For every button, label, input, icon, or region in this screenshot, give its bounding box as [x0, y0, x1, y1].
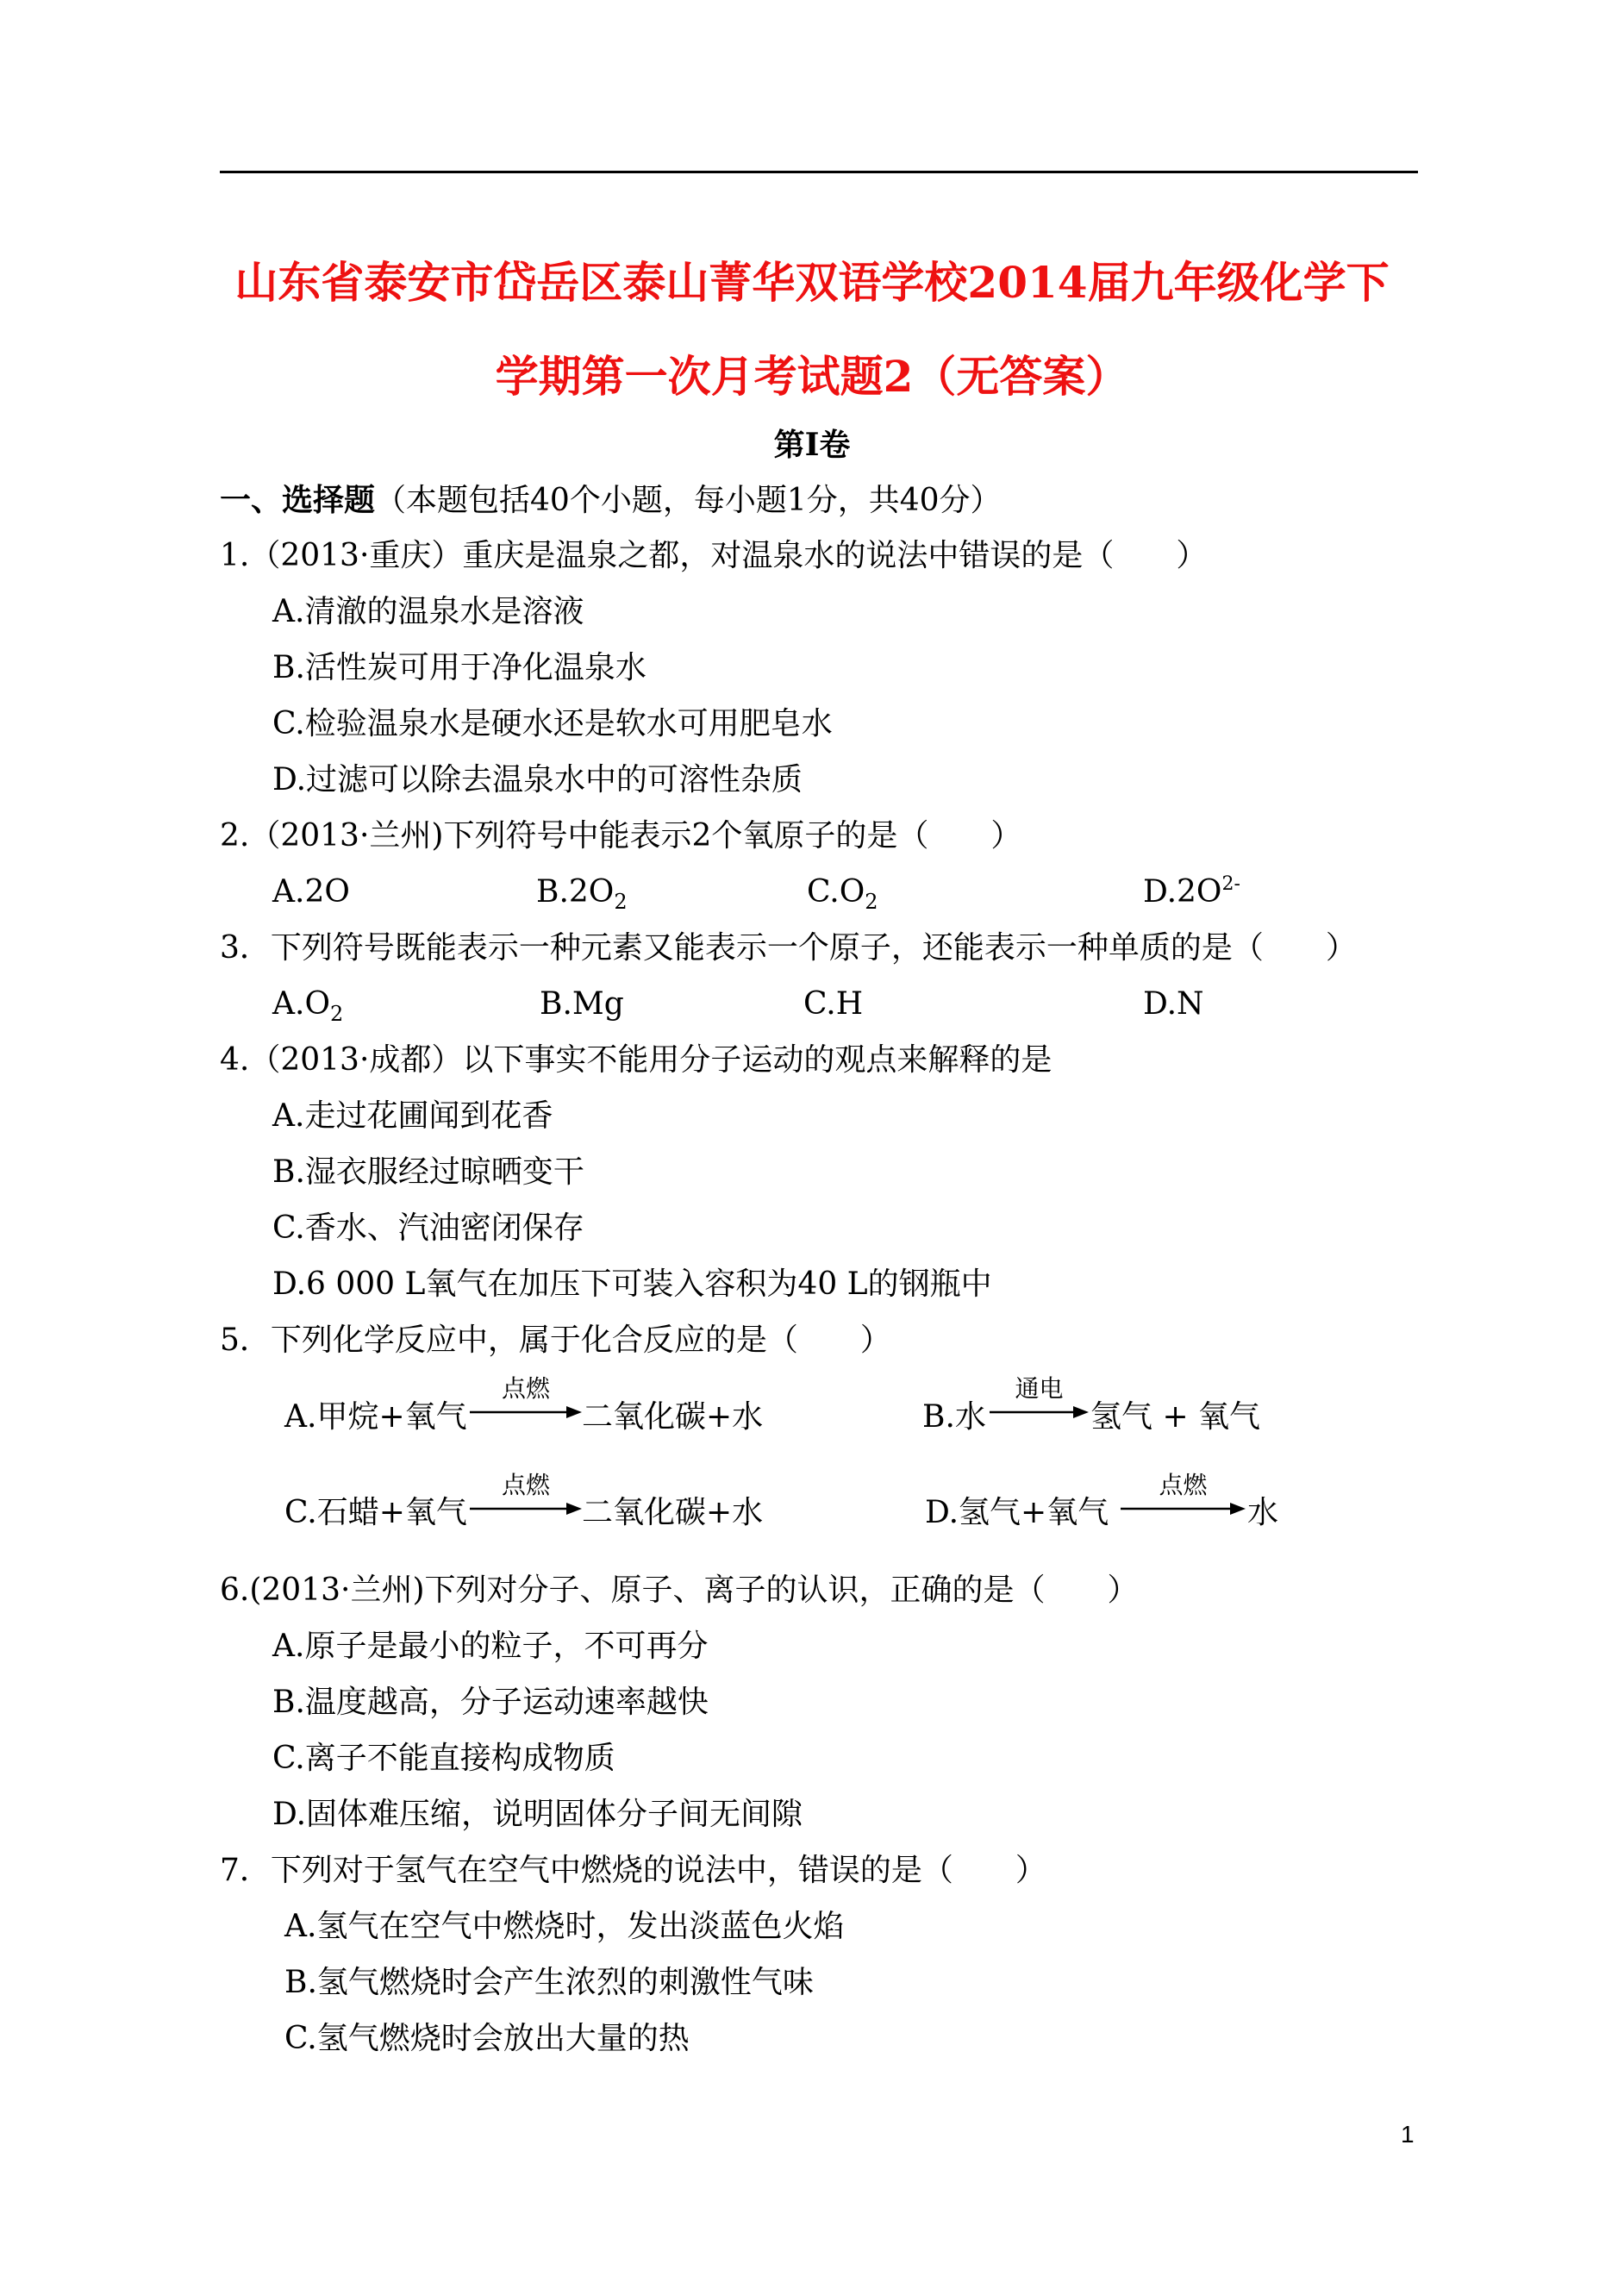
q5-option-b-products: 氢气 + 氧气: [1090, 1399, 1261, 1435]
q6-option-b: B.温度越高，分子运动速率越快: [272, 1685, 709, 1720]
q2-options: [272, 873, 1393, 914]
q4-option-c: C.香水、汽油密闭保存: [272, 1210, 584, 1246]
q5-option-b-arrow: [990, 1374, 1089, 1423]
q2-stem: 2.（2013·兰州)下列符号中能表示2个氧原子的是（ ）: [220, 818, 1022, 854]
page-number: 1: [1401, 2121, 1415, 2148]
q7-option-b: B.氢气燃烧时会产生浓烈的刺激性气味: [284, 1965, 814, 2000]
title-line-1: 山东省泰安市岱岳区泰山菁华双语学校2014届九年级化学下: [234, 257, 1390, 308]
reaction-arrow-icon: [470, 1500, 582, 1517]
q5-option-d-condition: 点燃: [1159, 1471, 1208, 1499]
q5-option-c-arrow: [470, 1471, 582, 1519]
q1-option-d: D.过滤可以除去温泉水中的可溶性杂质: [272, 762, 803, 797]
q1-stem: 1.（2013·重庆）重庆是温泉之都，对温泉水的说法中错误的是（ ）: [220, 538, 1208, 573]
q2-option-c: $C.O_2$: [807, 874, 878, 914]
section-title: 一、选择题: [220, 482, 376, 518]
q5-option-a-reactants: A.甲烷+氧气: [284, 1399, 467, 1435]
header-rule: [220, 171, 1418, 173]
section-heading: [220, 481, 1002, 520]
q5-option-d-arrow: [1121, 1471, 1246, 1519]
q3-option-c: C.H: [803, 986, 864, 1022]
q2-option-b: $B.2O_2$: [536, 874, 628, 914]
q5-option-b-reactants: B.水: [922, 1399, 986, 1435]
reaction-arrow-icon: [470, 1404, 582, 1421]
q3-option-d: D.N: [1143, 986, 1204, 1022]
volume-label: 第Ⅰ卷: [773, 427, 851, 463]
q6-stem: 6.(2013·兰州)下列对分子、原子、离子的认识，正确的是（ ）: [220, 1573, 1139, 1608]
q5-option-a-arrow: [470, 1374, 582, 1423]
q5-option-d-reactants: D.氢气+氧气: [925, 1495, 1109, 1530]
q7-option-a: A.氢气在空气中燃烧时，发出淡蓝色火焰: [284, 1909, 845, 1944]
q5-option-a-products: 二氧化碳+水: [582, 1399, 764, 1435]
q5-option-c-reactants: C.石蜡+氧气: [284, 1495, 467, 1530]
q6-option-a: A.原子是最小的粒子，不可再分: [272, 1629, 709, 1664]
q5-option-b-condition: 通电: [1015, 1374, 1064, 1403]
reaction-arrow-icon: [990, 1404, 1089, 1421]
q3-options: [272, 985, 1393, 1026]
q5-option-c-products: 二氧化碳+水: [582, 1495, 764, 1530]
q5-option-a-condition: 点燃: [501, 1374, 550, 1403]
q6-option-d: D.固体难压缩，说明固体分子间无间隙: [272, 1797, 803, 1832]
q5-option-d-products: 水: [1247, 1495, 1279, 1530]
title-line-2: 学期第一次月考试题2（无答案）: [495, 351, 1129, 402]
q4-option-d: D.6 000 L氧气在加压下可装入容积为40 L的钢瓶中: [272, 1266, 992, 1302]
section-note: （本题包括40个小题，每小题1分，共40分）: [375, 483, 1002, 518]
q2-option-a: A.2O: [272, 874, 350, 910]
q4-stem: 4.（2013·成都）以下事实不能用分子运动的观点来解释的是: [220, 1042, 1052, 1078]
q4-option-a: A.走过花圃闻到花香: [272, 1098, 553, 1134]
q7-option-c: C.氢气燃烧时会放出大量的热: [284, 2021, 690, 2056]
q6-option-c: C.离子不能直接构成物质: [272, 1741, 615, 1776]
q3-option-a: $A.O_2$: [272, 986, 344, 1026]
q7-stem: 7．下列对于氢气在空气中燃烧的说法中，错误的是（ ）: [220, 1853, 1046, 1888]
q1-option-c: C.检验温泉水是硬水还是软水可用肥皂水: [272, 706, 833, 741]
q3-option-b: B.Mg: [540, 986, 624, 1022]
q4-option-b: B.湿衣服经过晾晒变干: [272, 1154, 584, 1190]
q5-option-c-condition: 点燃: [501, 1471, 550, 1499]
q2-option-d: $D.2O^{2-}$: [1143, 873, 1240, 910]
q3-stem: 3．下列符号既能表示一种元素又能表示一个原子，还能表示一种单质的是（ ）: [220, 930, 1357, 966]
reaction-arrow-icon: [1121, 1500, 1246, 1517]
q1-option-b: B.活性炭可用于净化温泉水: [272, 650, 646, 685]
q5-stem: 5．下列化学反应中，属于化合反应的是（ ）: [220, 1323, 891, 1358]
q1-option-a: A.清澈的温泉水是溶液: [272, 594, 584, 629]
